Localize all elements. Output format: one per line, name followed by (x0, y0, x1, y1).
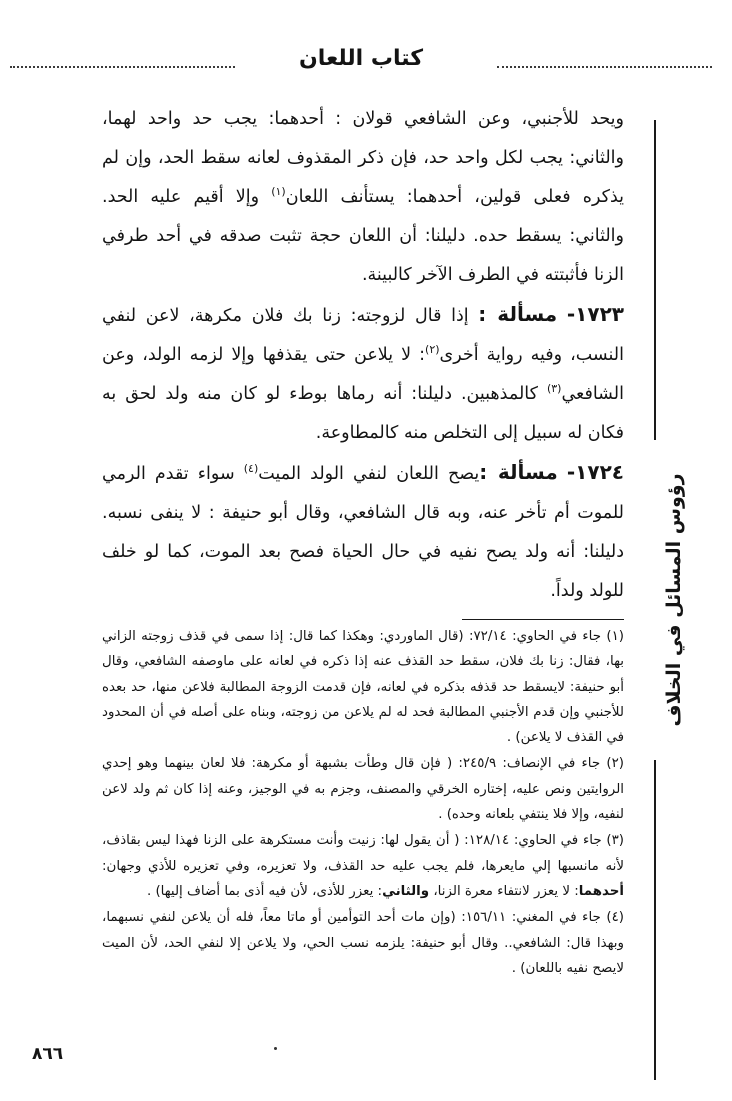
side-rule-bottom (654, 760, 656, 1080)
main-text (102, 100, 624, 611)
footnotes (102, 624, 624, 982)
footnote-ref: (٤) (243, 462, 259, 476)
header-rule-left (10, 66, 235, 68)
chapter-title: كتاب اللعان (298, 46, 424, 71)
issue-1723: ١٧٢٣- مسألة : إذا قال لزوجته: زنا بك فلان مكرهة، لاعن لنفي النسب، وفيه رواية أخرى$^{(٢)}$: لا يلاعن حتى يقذفها وإلا لزمه الولد، وعن الشافعي$^{(٣)}$ كالمذهبين. دليلنا: أنه رماها بوطء لو كان منه ولد لحق به فكان له سبيل إلى التخلص منه كالمطاوعة. (102, 302, 624, 443)
issue-number: ١٧٢٣- (566, 302, 624, 326)
page-number: ٨٦٦ (32, 1044, 64, 1064)
issue-1724: ١٧٢٤- مسألة :يصح اللعان لنفي الولد الميت$^{(٤)}$ سواء تقدم الرمي للموت أم تأخر عنه، وبه قال الشافعي، وقال أبو حنيفة : لا ينفى نسبه. دليلنا: أنه ولد يصح نفيه في حال الحياة فصح بعد الموت، كما لو خلف للولد ولداً. (102, 460, 624, 601)
issue-keyword: مسألة : (478, 302, 558, 326)
side-rule-top (654, 120, 656, 440)
footnote-ref: (١) (271, 185, 286, 199)
running-header (10, 44, 712, 84)
footnote-4: (٤) جاء في المغني: ١٥٦/١١: (وإن مات أحد التوأمين أو ماتا معاً، فله أن يلاعن لنفي نسبهما، وبهذا قال: الشافعي.. وقال أبو حنيفة: يلزمه نسب الحي، ولا يلاعن إلا لنفي الحد، لأن الميت لايصح نفيه باللعان) . (102, 910, 624, 976)
footnote-ref: (٣) (546, 382, 562, 396)
side-title (656, 440, 692, 760)
side-title-text: رؤوس المسائل في الخلاف (663, 473, 685, 727)
issue-number: ١٧٢٤- (566, 460, 624, 484)
print-dot (274, 1047, 277, 1050)
footnote-ref: (٢) (425, 343, 440, 357)
footnote-1: (١) جاء في الحاوي: ٧٢/١٤: (قال الماوردي: وهكذا كما قال: إذا سمى في قذف زوجته الزاني بها، فقال: زنا بك فلان، سقط حد القذف عنه إذا ذكره في لعانه على ماوصفه الشافعي، وقال أبو حنيفة: لايسقط حد قذفه بذكره في لعانه، فإن قدمت الزوجة المطالبة فلاعن منها، حد بعده للأجنبي وإن قدم الأجنبي المطالبة فحد له لم يلاعن من زوجته، وبناه على أصله في أن المحدود في القذف لا يلاعن) . (102, 629, 624, 746)
footnote-separator (462, 619, 624, 620)
paragraph-continued: ويحد للأجنبي، وعن الشافعي قولان : أحدهما: يجب حد واحد لهما، والثاني: يجب لكل واحد حد، فإن ذكر المقذوف لعانه سقط الحد، وإن لم يذكره فعلى قولين، أحدهما: يستأنف اللعان$^{(١)}$ وإلا أقيم عليه الحد. والثاني: يسقط حده. دليلنا: أن اللعان حجة تثبت صدقه في أحد طرفي الزنا فأثبتته في الطرف الآخر كالبينة. (102, 109, 624, 285)
issue-keyword: مسألة : (479, 460, 558, 484)
footnote-3: (٣) جاء في الحاوي: ١٢٨/١٤: ( أن يقول لها: زنيت وأنت مستكرهة على الزنا فهذا ليس بقاذف، لأنه مانسبها إلي مايعرها، فلم يجب عليه حد القذف، ولا تعزيره، وفي تعزيره للأذي وجهان: أحدهما: لا يعزر لانتفاء معرة الزنا، والثاني: يعزر للأذى، لأن فيه أذى بما أضاف إليها) . (102, 833, 625, 899)
footnote-2: (٢) جاء في الإنصاف: ٢٤٥/٩: ( فإن قال وطأت بشبهة أو مكرهة: فلا لعان بينهما وهو إحدي الروايتين ونص عليه، إختاره الخرقي والمصنف، وجزم به في الوجيز، وعنه إذا كان ثم ولد لاعن لنفيه، وإلا فلا ينتفي بلعانه وحده) . (102, 756, 624, 823)
